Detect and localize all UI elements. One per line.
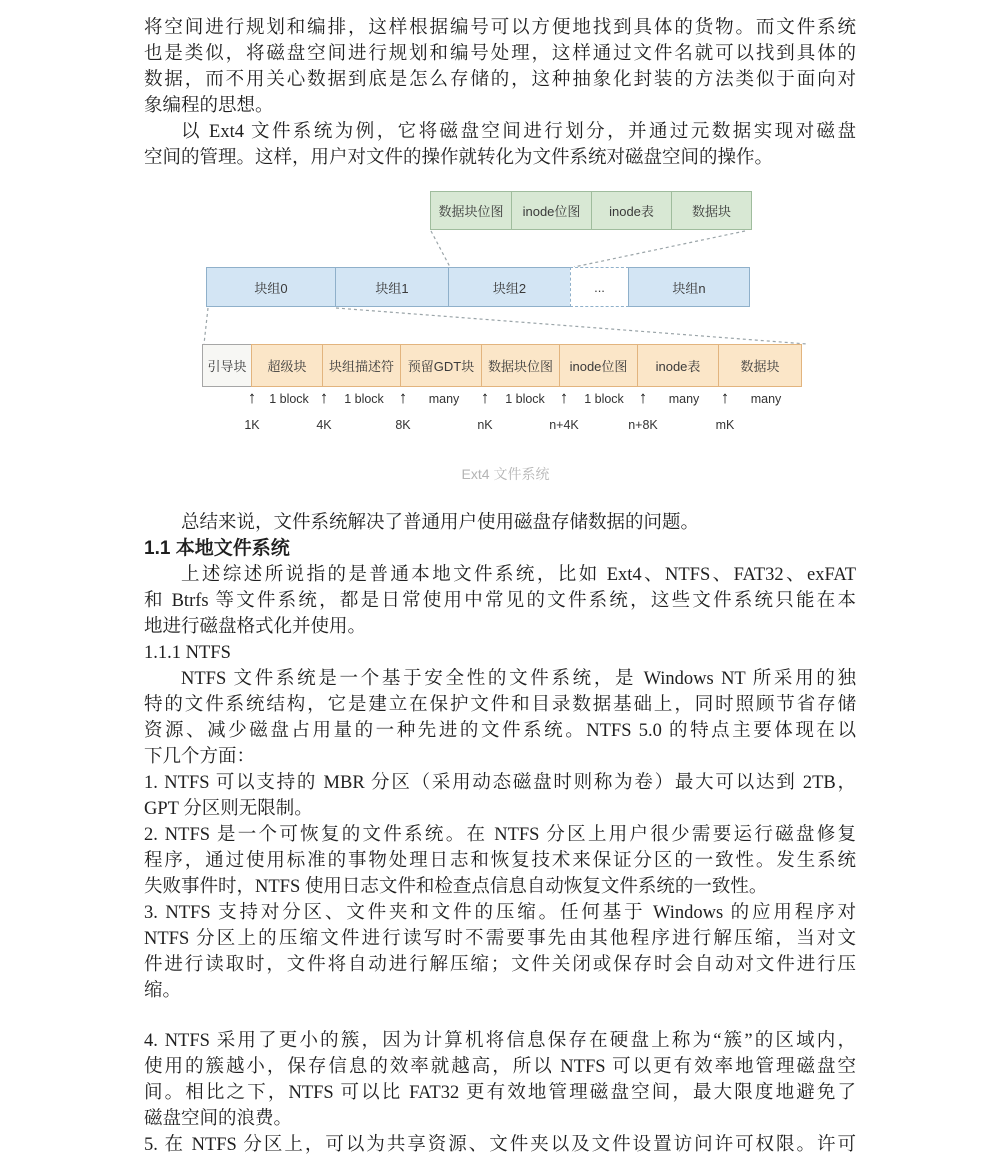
block-count-label: 1 block	[584, 392, 624, 406]
section-heading: 1.1 本地文件系统	[144, 538, 290, 559]
paragraph	[144, 666, 856, 770]
block-groups-row	[206, 267, 750, 307]
text-line: 缩。	[144, 981, 182, 1001]
diagram-cell-inode-bitmap: inode位图	[559, 344, 638, 387]
text-line: 也是类似，将磁盘空间进行规划和编号处理，这样通过文件名就可以找到具体的	[144, 44, 856, 64]
text-line: 4. NTFS 采用了更小的簇，因为计算机将信息保存在硬盘上称为“簇”的区域内，	[144, 1031, 856, 1051]
offset-mark: mK	[715, 418, 735, 432]
diagram-cell-data-block-bitmap: 数据块位图	[481, 344, 560, 387]
block-count-label: 1 block	[269, 392, 309, 406]
diagram-cell-block-group-2: 块组2	[448, 267, 571, 307]
offset-mark: 1K	[244, 418, 260, 432]
up-arrow-icon: ↑	[559, 388, 569, 407]
diagram-cell-inode-table: inode表	[591, 191, 672, 230]
text-line: 和 Btrfs 等文件系统，都是日常使用中常见的文件系统，这些文件系统只能在本	[144, 591, 856, 611]
text-line: NTFS 分区上的压缩文件进行读写时不需要事先由其他程序进行解压缩，当对文	[144, 929, 856, 949]
diagram-cell-block-group-n: 块组n	[628, 267, 750, 307]
text-line: 空间的管理。这样，用户对文件的操作就转化为文件系统对磁盘空间的操作。	[144, 148, 774, 168]
ext4-diagram	[0, 188, 986, 510]
text-line: 1. NTFS 可以支持的 MBR 分区（采用动态磁盘时则称为卷）最大可以达到 2TB，	[144, 773, 856, 793]
text-line: 5. 在 NTFS 分区上，可以为共享资源、文件夹以及文件设置访问许可权限。许可	[144, 1135, 856, 1155]
text-line: 地进行磁盘格式化并使用。	[144, 617, 367, 637]
up-arrow-icon: ↑	[720, 388, 730, 407]
list-item	[144, 900, 856, 1004]
text-line: 下几个方面：	[144, 747, 256, 767]
up-arrow-icon: ↑	[398, 388, 408, 407]
offset-mark: 4K	[316, 418, 332, 432]
paragraph	[144, 15, 856, 119]
diagram-cell-block-group-1: 块组1	[335, 267, 449, 307]
text-line: 上述综述所说指的是普通本地文件系统，比如 Ext4、NTFS、FAT32、exFAT	[181, 565, 856, 585]
offset-mark: nK	[477, 418, 493, 432]
list-item	[144, 822, 856, 900]
diagram-cell-data-block: 数据块	[718, 344, 802, 387]
text-line: 特的文件系统结构，它是建立在保护文件和目录数据基础上，同时照顾节省存储	[144, 695, 856, 715]
text-line: NTFS 文件系统是一个基于安全性的文件系统，是 Windows NT 所采用的独	[181, 669, 856, 689]
paragraph	[144, 119, 856, 171]
block-count-label: many	[750, 392, 782, 406]
text-line: 使用的簇越小，保存信息的效率就越高，所以 NTFS 可以更有效率地管理磁盘空	[144, 1057, 856, 1077]
diagram-cell-reserved-gdt: 预留GDT块	[400, 344, 482, 387]
text-line: 以 Ext4 文件系统为例，它将磁盘空间进行划分，并通过元数据实现对磁盘	[181, 122, 856, 142]
diagram-cell-group-descriptor: 块组描述符	[322, 344, 401, 387]
diagram-cell-inode-table: inode表	[637, 344, 719, 387]
diagram-cell-data-block-bitmap: 数据块位图	[430, 191, 512, 230]
up-arrow-icon: ↑	[247, 388, 257, 407]
offset-mark: 8K	[395, 418, 411, 432]
paragraph	[144, 510, 856, 536]
text-line: 磁盘空间的浪费。	[144, 1109, 293, 1129]
diagram-cell-super-block: 超级块	[251, 344, 323, 387]
text-line: 3. NTFS 支持对分区、文件夹和文件的压缩。任何基于 Windows 的应用程序对	[144, 903, 856, 923]
up-arrow-icon: ↑	[480, 388, 490, 407]
text-line: 失败事件时，NTFS 使用日志文件和检查点信息自动恢复文件系统的一致性。	[144, 877, 768, 897]
text-line: 程序，通过使用标准的事物处理日志和恢复技术来保证分区的一致性。发生系统	[144, 851, 856, 871]
group0-layout-row	[202, 344, 802, 387]
text-line: 件进行读取时，文件将自动进行解压缩；文件关闭或保存时会自动对文件进行压	[144, 955, 856, 975]
list-item	[144, 770, 856, 822]
block-count-label: 1 block	[505, 392, 545, 406]
diagram-cell-boot-block: 引导块	[202, 344, 252, 387]
block-count-label: many	[668, 392, 700, 406]
diagram-cell-data-block: 数据块	[671, 191, 752, 230]
offset-mark: n+8K	[628, 418, 658, 432]
text-line: 间。相比之下，NTFS 可以比 FAT32 更有效地管理磁盘空间，最大限度地避免了	[144, 1083, 856, 1103]
list-item	[144, 1132, 856, 1158]
text-line: 数据，而不用关心数据到底是怎么存储的，这种抽象化封装的方法类似于面向对	[144, 70, 856, 90]
offset-mark: n+4K	[549, 418, 579, 432]
text-line: 总结来说，文件系统解决了普通用户使用磁盘存储数据的问题。	[181, 513, 700, 533]
text-line: 将空间进行规划和编排，这样根据编号可以方便地找到具体的货物。而文件系统	[144, 18, 856, 38]
block-count-label: 1 block	[344, 392, 384, 406]
text-line: 2. NTFS 是一个可恢复的文件系统。在 NTFS 分区上用户很少需要运行磁盘修复	[144, 825, 856, 845]
list-item	[144, 1028, 856, 1132]
up-arrow-icon: ↑	[319, 388, 329, 407]
subsection-heading: 1.1.1 NTFS	[144, 643, 231, 663]
body-text-top	[144, 0, 856, 171]
text-line: 资源、减少磁盘占用量的一种先进的文件系统。NTFS 5.0 的特点主要体现在以	[144, 721, 856, 741]
text-line: GPT 分区则无限制。	[144, 799, 313, 819]
up-arrow-icon: ↑	[638, 388, 648, 407]
body-text-bottom	[144, 510, 856, 1158]
group-detail-row	[430, 191, 752, 230]
diagram-cell-ellipsis: ...	[570, 267, 629, 307]
text-line: 象编程的思想。	[144, 96, 274, 116]
diagram-cell-block-group-0: 块组0	[206, 267, 336, 307]
diagram-cell-inode-bitmap: inode位图	[511, 191, 592, 230]
block-count-label: many	[428, 392, 460, 406]
paragraph	[144, 562, 856, 640]
figure-caption: Ext4 文件系统	[461, 466, 550, 482]
